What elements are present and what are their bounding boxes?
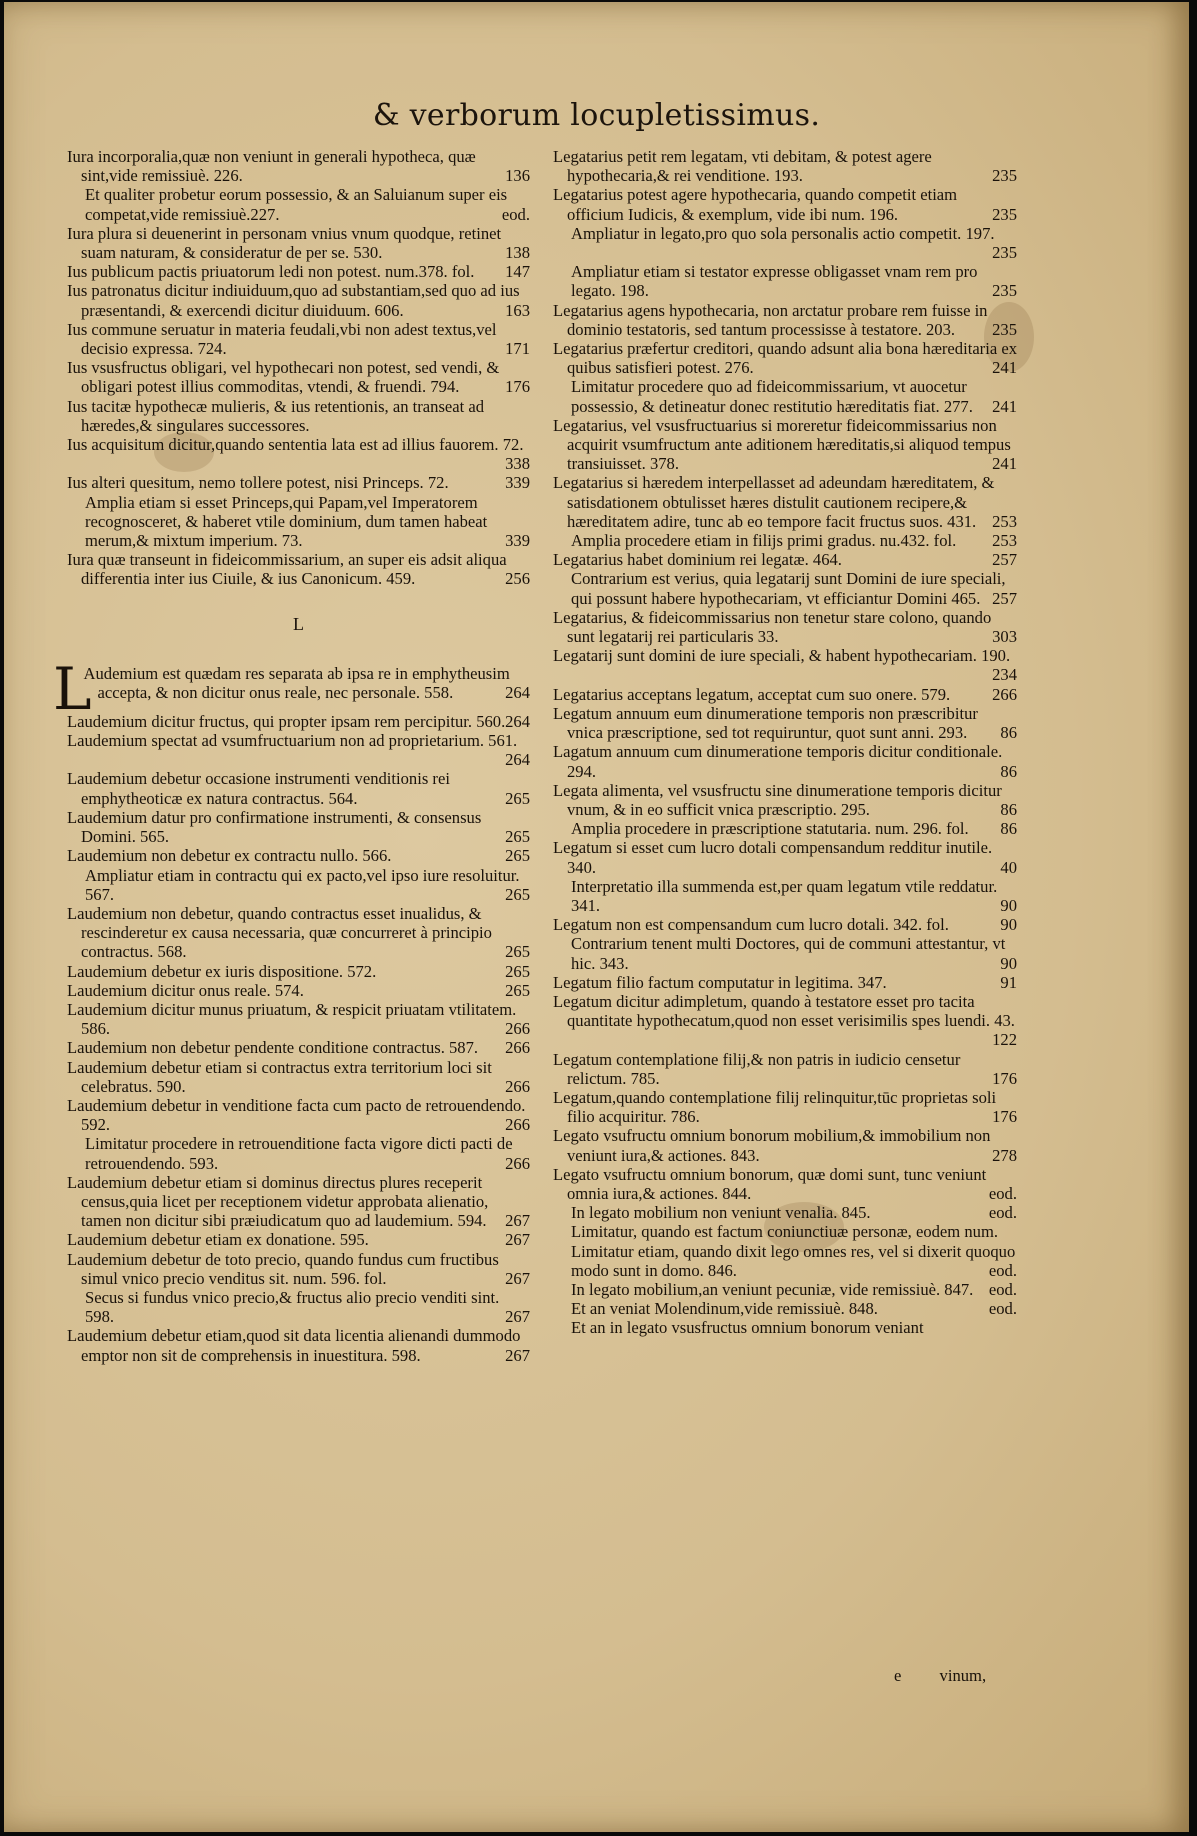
page-reference: 122 (992, 1030, 1017, 1050)
entry-text: Limitatur procedere quo ad fideicommissarium, vt auocetur possessio, & detineatur donec restitutio hæreditatis fiat. 277. (571, 377, 973, 416)
entry-text: Legatarius acceptans legatum, acceptat cum suo onere. 579. (553, 684, 951, 704)
index-entry (67, 846, 530, 865)
page-reference: eod. (988, 1183, 1017, 1203)
index-subentry (553, 819, 1017, 838)
index-subentry (67, 493, 530, 551)
entry-text: Laudemium dicitur fructus, qui propter ipsam rem percipitur. 560. (67, 711, 506, 731)
page-reference: 266 (505, 1019, 530, 1039)
page-reference: 265 (505, 788, 530, 808)
entry-text: Lagatum annuum cum dinumeratione temporis dicitur conditionale. 294. (553, 742, 1003, 781)
index-entry (67, 712, 530, 731)
entry-text: Iura quæ transeunt in fideicommissarium, an super eis adsit aliqua differentia inter ius Ciuile, & ius Canonicum. 459. (67, 550, 507, 589)
entry-text: Legatarius, & fideicommissarius non tenetur stare colono, quando sunt legatarij rei particularis 33. (553, 607, 992, 647)
entry-text: Legatum dicitur adimpletum, quando à testatore esset pro tacita quantitate hypothecatum,quod non esset verisimilis spes luendi. 43. (553, 991, 1015, 1031)
entry-text: Secus si fundus vnico precio,& fructus alio precio venditi sint. 598. (85, 1287, 500, 1327)
index-entry (67, 147, 530, 185)
entry-text: Legatarius, vel vsusfructuarius si moreretur fideicommissarius non acquirit vsumfructum ante aditionem hæreditatis,si aliquod tempus transiuisset. 378. (553, 415, 1011, 474)
index-entry (553, 838, 1017, 876)
entry-text: Contrarium tenent multi Doctores, qui de communi attestantur, vt hic. 343. (571, 934, 1006, 973)
entry-text: Limitatur, quando est factum coniunctiuæ personæ, eodem num. (571, 1222, 998, 1242)
entry-text: Legato vsufructu omnium bonorum, quæ domi sunt, tunc veniunt omnia iura,& actiones. 844. (553, 1164, 987, 1203)
entry-text: Limitatur etiam, quando dixit lego omnes res, vel si dixerit quoquo modo sunt in domo. 846. (571, 1241, 1016, 1280)
page-reference: 266 (505, 1038, 530, 1058)
page-reference: 265 (505, 827, 530, 847)
entry-text: Contrarium est verius, quia legatarij sunt Domini de iure speciali, qui possunt habere hypothecariam, vt efficiantur Domini 465. (571, 569, 1006, 608)
index-subentry (553, 934, 1017, 972)
entry-text: Laudemium dicitur onus reale. 574. (67, 980, 304, 1000)
index-column-right (553, 147, 1017, 1338)
page-reference: 241 (992, 358, 1017, 378)
page-reference: 265 (505, 846, 530, 866)
index-entry (553, 185, 1017, 223)
index-entry (67, 1038, 530, 1057)
page-reference: 267 (505, 1345, 530, 1365)
page-reference: 265 (505, 961, 530, 981)
index-entry (553, 550, 1017, 569)
index-entry (67, 1096, 530, 1134)
index-subentry (553, 224, 1017, 262)
entry-text: Ius vsusfructus obligari, vel hypothecari non potest, sed vendi, & obligari potest illius commoditas, vtendi, & fruendi. 794. (67, 358, 500, 397)
entry-text: Et qualiter probetur eorum possessio, & an Saluianum super eis competat,vide remissiuè.227. (85, 185, 508, 224)
book-page (4, 2, 1189, 1832)
page-reference: 241 (992, 396, 1017, 416)
entry-text: Legatum si esset cum lucro dotali compensandum redditur inutile. 340. (553, 838, 993, 877)
entry-text: Ampliatur etiam si testator expresse obligasset vnam rem pro legato. 198. (571, 262, 978, 301)
entry-text: Legatarius habet dominium rei legatæ. 464. (553, 550, 842, 570)
page-reference: 267 (505, 1268, 530, 1288)
page-reference: 235 (992, 166, 1017, 186)
page-reference: 90 (1000, 895, 1017, 915)
index-entry (67, 262, 530, 281)
page-reference: eod. (501, 204, 530, 224)
index-entry (67, 320, 530, 358)
index-entry (553, 473, 1017, 531)
index-entry (67, 1250, 530, 1288)
page-reference: 339 (505, 531, 530, 551)
entry-text: Laudemium non debetur, quando contractus esset inualidus, & rescinderetur ex causa necessaria, quæ concurreret à principio contractus. 568. (67, 903, 492, 962)
page-reference: 264 (505, 750, 530, 770)
index-subentry (553, 569, 1017, 607)
page-reference: 253 (992, 531, 1017, 551)
index-entry (67, 1230, 530, 1249)
entry-text: Laudemium datur pro confirmatione instrumenti, & consensus Domini. 565. (67, 807, 482, 847)
index-entry (553, 147, 1017, 185)
page-reference: 265 (505, 942, 530, 962)
entry-text: Ius commune seruatur in materia feudali,vbi non adest textus,vel decisio expressa. 724. (67, 319, 497, 359)
index-entry (67, 435, 530, 473)
page-reference: 339 (505, 473, 530, 493)
catchword-text: vinum, (939, 1666, 987, 1685)
page-reference: 235 (992, 243, 1017, 263)
entry-text: Laudemium debetur de toto precio, quando fundus cum fructibus simul vnico precio venditus sit. num. 596. fol. (67, 1249, 499, 1288)
index-subentry (67, 866, 530, 904)
page-reference: 234 (992, 665, 1017, 685)
entry-text: Legatum annuum eum dinumeratione temporis non præscribitur vnica præscriptione, sed tot requiruntur, quot sunt anni. 293. (553, 703, 978, 743)
index-subentry (553, 1222, 1017, 1241)
index-subentry (553, 1242, 1017, 1280)
page-reference: 138 (505, 243, 530, 263)
entry-text: Legatarij sunt domini de iure speciali, & habent hypothecariam. 190. (553, 646, 1011, 666)
entry-text: Legatum contemplatione filij,& non patris in iudicio censetur relictum. 785. (553, 1049, 961, 1088)
index-entry (67, 358, 530, 396)
entry-text: Ampliatur in legato,pro quo sola personalis actio competit. 197. (571, 223, 995, 243)
entry-text: Iura incorporalia,quæ non veniunt in generali hypotheca, quæ sint,vide remissiuè. 226. (67, 147, 476, 186)
index-entry (553, 915, 1017, 934)
index-entry (67, 731, 530, 769)
index-subentry (553, 877, 1017, 915)
page-reference: 176 (992, 1068, 1017, 1088)
page-reference: 257 (992, 588, 1017, 608)
entry-text: Laudemium spectat ad vsumfructuarium non ad proprietarium. 561. (67, 731, 518, 751)
page-reference: 147 (505, 262, 530, 282)
page-reference: 267 (505, 1211, 530, 1231)
page-reference: 176 (992, 1107, 1017, 1127)
index-entry (67, 1326, 530, 1364)
page-reference: eod. (988, 1260, 1017, 1280)
index-entry (553, 704, 1017, 742)
page-reference: 265 (505, 884, 530, 904)
page-reference: 90 (1000, 915, 1017, 935)
entry-text: Ius patronatus dicitur indiuiduum,quo ad substantiam,sed quo ad ius præsentandi, & exercendi dicitur diuiduum. 606. (67, 281, 520, 320)
entry-text: Et an veniat Molendinum,vide remissiuè. 848. (571, 1299, 878, 1319)
index-entry (553, 1088, 1017, 1126)
page-reference: eod. (988, 1279, 1017, 1299)
page-reference: 253 (992, 511, 1017, 531)
entry-text: Laudemium debetur occasione instrumenti venditionis rei emphytheoticæ ex natura contractus. 564. (67, 769, 450, 808)
index-entry (67, 550, 530, 588)
index-entry (553, 1050, 1017, 1088)
index-entry (67, 281, 530, 319)
page-reference: 235 (992, 281, 1017, 301)
entry-text: Et an in legato vsusfructus omnium bonorum veniant (571, 1318, 924, 1338)
index-entry (67, 1173, 530, 1231)
index-entry (67, 962, 530, 981)
index-entry (67, 473, 530, 492)
page-reference: 266 (992, 684, 1017, 704)
page-reference: 86 (1000, 819, 1017, 839)
catchword (894, 1666, 986, 1686)
page-reference: 257 (992, 550, 1017, 570)
index-entry (67, 397, 530, 435)
index-subentry (67, 1134, 530, 1172)
index-entry (553, 1126, 1017, 1164)
index-entry (553, 1165, 1017, 1203)
page-reference: 136 (505, 166, 530, 186)
index-entry (553, 685, 1017, 704)
entry-text: Amplia procedere etiam in filijs primi gradus. nu.432. fol. (571, 531, 957, 551)
index-entry (553, 301, 1017, 339)
entry-text: Laudemium non debetur ex contractu nullo. 566. (67, 846, 392, 866)
entry-text: Laudemium debetur etiam,quod sit data licentia alienandi dummodo emptor non sit de comprehensis in inuestitura. 598. (67, 1326, 521, 1365)
index-subentry (553, 1280, 1017, 1299)
index-entry (553, 646, 1017, 684)
entry-text: Legatarius petit rem legatam, vti debitam, & potest agere hypothecaria,& rei venditione. 193. (553, 147, 932, 186)
index-entry (67, 769, 530, 807)
page-reference: 163 (505, 300, 530, 320)
page-reference: 256 (505, 569, 530, 589)
page-reference: 91 (1000, 972, 1017, 992)
entry-text: Audemium est quædam res separata ab ipsa re in emphytheusim accepta, & non dicitur onus reale, nec personale. 558. (83, 663, 510, 703)
entry-text: Ius acquisitum dicitur,quando sententia lata est ad illius fauorem. 72. (67, 435, 524, 455)
entry-text: Interpretatio illa summenda est,per quam legatum vtile reddatur. 341. (571, 876, 998, 915)
index-subentry (553, 1299, 1017, 1318)
signature-mark: e (894, 1666, 902, 1685)
page-reference: 278 (992, 1145, 1017, 1165)
index-entry (67, 808, 530, 846)
entry-text: Ius alteri quesitum, nemo tollere potest, nisi Princeps. 72. (67, 473, 449, 493)
index-subentry (67, 185, 530, 223)
entry-text: Legatum non est compensandum cum lucro dotali. 342. fol. (553, 915, 949, 935)
entry-text: Legatum,quando contemplatione filij relinquitur,tūc proprietas soli filio acquiritur. 786. (553, 1087, 997, 1127)
page-reference: 235 (992, 319, 1017, 339)
page-reference: 176 (505, 377, 530, 397)
index-entry (553, 992, 1017, 1050)
entry-text: Ampliatur etiam in contractu qui ex pacto,vel ipso iure resoluitur. 567. (85, 865, 520, 904)
entry-text: Laudemium debetur in venditione facta cum pacto de retrouendendo. 592. (67, 1095, 526, 1135)
page-reference: 86 (1000, 761, 1017, 781)
page-reference: 303 (992, 627, 1017, 647)
entry-text: Iura plura si deuenerint in personam vnius vnum quodque, retinet suam naturam, & consideratur de per se. 530. (67, 223, 502, 263)
section-letter: L (293, 613, 304, 634)
entry-text: In legato mobilium,an veniunt pecuniæ, vide remissiuè. 847. (571, 1279, 974, 1299)
entry-text: Laudemium non debetur pendente conditione contractus. 587. (67, 1038, 479, 1058)
index-subentry (553, 262, 1017, 300)
entry-text: Ius publicum pactis priuatorum ledi non potest. num.378. fol. (67, 262, 475, 282)
index-entry (67, 904, 530, 962)
page-reference: 171 (505, 339, 530, 359)
index-entry (67, 1058, 530, 1096)
index-subentry (553, 377, 1017, 415)
page-reference: 86 (1000, 723, 1017, 743)
page-reference: eod. (988, 1203, 1017, 1223)
drop-cap: L (53, 654, 92, 723)
entry-text: Legata alimenta, vel vsusfructu sine dinumeratione temporis dicitur vnum, & in eo sufficit vnica præscriptio. 295. (553, 780, 1002, 819)
page-reference: 267 (505, 1230, 530, 1250)
page-reference: 86 (1000, 799, 1017, 819)
entry-text: Limitatur procedere in retrouenditione facta vigore dicti pacti de retrouendendo. 593. (85, 1134, 513, 1173)
index-subentry (67, 1288, 530, 1326)
page-reference: eod. (988, 1299, 1017, 1319)
index-entry (553, 973, 1017, 992)
index-entry (67, 224, 530, 262)
page-reference: 267 (505, 1307, 530, 1327)
page-reference: 266 (505, 1153, 530, 1173)
entry-text: Amplia etiam si esset Princeps,qui Papam,vel Imperatorem recognosceret, & haberet vtile dominium, dum tamen habeat merum,& mixtum imperium. 73. (85, 492, 488, 551)
page-reference: 235 (992, 204, 1017, 224)
running-header: & verborum locupletissimus. (372, 98, 821, 133)
entry-text: Legatarius agens hypothecaria, non arctatur probare rem fuisse in dominio testatoris, sed tantum processisse à testatore. 203. (553, 300, 988, 339)
page-reference: 40 (1000, 857, 1017, 877)
page-reference: 90 (1000, 953, 1017, 973)
entry-text: Ius tacitæ hypothecæ mulieris, & ius retentionis, an transeat ad hæredes,& singulares successores. (67, 396, 485, 435)
index-entry (553, 416, 1017, 474)
entry-text: Laudemium dicitur munus priuatum, & respicit priuatam vtilitatem. 586. (67, 999, 517, 1039)
index-subentry (553, 531, 1017, 550)
page-reference: 338 (505, 454, 530, 474)
entry-text: Laudemium debetur etiam ex donatione. 595. (67, 1230, 369, 1250)
index-column-left (53, 147, 530, 1365)
entry-text: Legatum filio factum computatur in legitima. 347. (553, 972, 887, 992)
index-entry (67, 981, 530, 1000)
page-reference: 264 (505, 711, 530, 731)
index-entry (553, 608, 1017, 646)
entry-text: Legato vsufructu omnium bonorum mobilium,& immobilium non veniunt iura,& actiones. 843. (553, 1126, 991, 1165)
entry-text: Legatarius potest agere hypothecaria, quando competit etiam officium Iudicis, & exemplum, vide ibi num. 196. (553, 185, 958, 224)
index-entry (553, 781, 1017, 819)
entry-text: In legato mobilium non veniunt venalia. 845. (571, 1203, 871, 1223)
entry-text: Amplia procedere in præscriptione statutaria. num. 296. fol. (571, 819, 969, 839)
entry-text: Laudemium debetur etiam si dominus directus plures receperit census,quia licet per receptionem videtur approbata alienatio, tamen non dicitur sibi præiudicatum quo ad laudemium. 594. (67, 1172, 489, 1231)
page-reference: 264 (505, 683, 530, 703)
entry-text: Laudemium debetur etiam si contractus extra territorium loci sit celebratus. 590. (67, 1057, 492, 1096)
page-reference: 266 (505, 1076, 530, 1096)
page-reference: 265 (505, 980, 530, 1000)
index-entry (553, 742, 1017, 780)
page-reference: 266 (505, 1115, 530, 1135)
entry-text: Laudemium debetur ex iuris dispositione. 572. (67, 961, 377, 981)
index-subentry (553, 1318, 1017, 1337)
index-entry (67, 1000, 530, 1038)
entry-text: Legatarius præfertur creditori, quando adsunt alia bona hæreditaria ex quibus satisfieri potest. 276. (553, 339, 1017, 378)
index-entry (553, 339, 1017, 377)
page-reference: 241 (992, 454, 1017, 474)
index-subentry (553, 1203, 1017, 1222)
entry-text: Legatarius si hæredem interpellasset ad adeundam hæreditatem, & satisdationem obtulisset hæres distulit cautionem recipere,& hæreditatem adire, tunc ab eo tempore facit fructus suos. 431. (553, 473, 995, 531)
